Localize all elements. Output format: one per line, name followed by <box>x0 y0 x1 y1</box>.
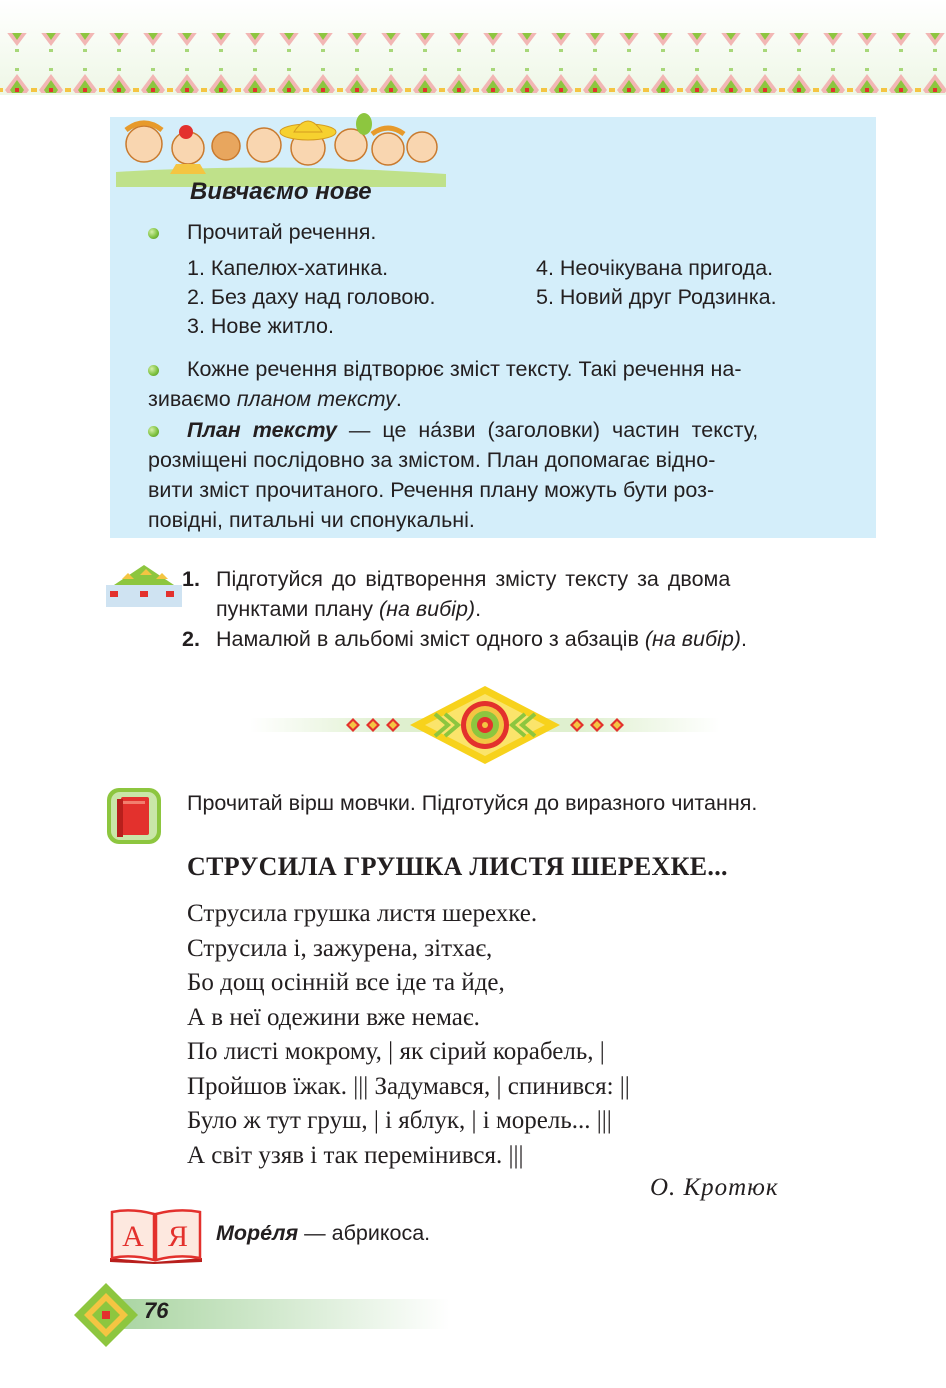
bullet-icon <box>148 426 159 437</box>
task-text: Підготуйся до відтворення змісту тексту за двома <box>216 567 731 591</box>
poem-line: Струсила грушка листя шерехке. <box>187 900 538 927</box>
task-text: пунктами плану (на вибір). <box>216 597 482 621</box>
plan-item: 4. Неочікувана пригода. <box>536 256 774 280</box>
dictionary-entry <box>216 1218 430 1248</box>
page-number-bar <box>70 1275 450 1355</box>
poem-body <box>187 897 630 1173</box>
paragraph-line: Кожне речення відтворює зміст тексту. Такі речення на- <box>187 357 742 381</box>
dictionary-term: Море́ля <box>216 1221 299 1245</box>
dictionary-definition: — абрикоса. <box>298 1221 431 1245</box>
house-icon <box>106 563 182 609</box>
page-number: 76 <box>144 1298 169 1323</box>
term-bold: План тексту <box>187 418 337 442</box>
poem-line: Бо дощ осінній все іде та йде, <box>187 969 505 996</box>
embroidery-ornament-top <box>0 0 946 95</box>
poem-line: Пройшов їжак. ||| Задумався, | спинився: || <box>187 1072 630 1100</box>
poem-line: По листі мокрому, | як сірий корабель, | <box>187 1038 605 1065</box>
folk-ornament-divider <box>250 684 720 766</box>
dictionary-icon <box>106 1206 206 1264</box>
task-number: 2. <box>182 627 200 651</box>
plan-item: 5. Новий друг Родзинка. <box>536 285 777 309</box>
reading-task-text: Прочитай вірш мовчки. Підготуйся до виразного читання. <box>187 791 758 815</box>
plan-item: 1. Капелюх-хатинка. <box>187 256 389 280</box>
task-text: Намалюй в альбомі зміст одного з абзаців (на вибір). <box>216 627 747 651</box>
letter-a: А <box>122 1220 144 1253</box>
poem-author: О. Кротюк <box>650 1174 779 1201</box>
poem-line: А в неї одежини вже немає. <box>187 1003 480 1031</box>
poem-line: Струсила і, зажурена, зітхає, <box>187 934 493 962</box>
section-title: Вивчаємо нове <box>190 178 372 205</box>
book-icon <box>106 787 162 845</box>
children-illustration <box>116 112 446 187</box>
paragraph-line: вити зміст прочитаного. Речення плану можуть бути роз- <box>148 478 715 502</box>
letter-ya: Я <box>167 1220 189 1253</box>
poem-title: СТРУСИЛА ГРУШКА ЛИСТЯ ШЕРЕХКЕ... <box>187 852 728 881</box>
poem-line: Було ж тут груш, | і яблук, | і морель... ||| <box>187 1107 612 1134</box>
plan-item: 3. Нове житло. <box>187 314 334 338</box>
paragraph-line: розміщені послідовно за змістом. План допомагає відно- <box>148 448 716 472</box>
paragraph-line: повідні, питальні чи спонукальні. <box>148 508 475 532</box>
task-number: 1. <box>182 567 200 591</box>
paragraph-line: зиваємо планом тексту. <box>148 387 402 411</box>
plan-item: 2. Без даху над головою. <box>187 285 436 309</box>
paragraph-line: План тексту — це на́зви (заголовки) частин тексту, <box>187 418 759 442</box>
bullet-icon <box>148 365 159 376</box>
bullet-icon <box>148 228 159 239</box>
instruction-text: Прочитай речення. <box>187 220 377 244</box>
term-italic: планом тексту <box>236 387 396 411</box>
poem-line: А світ узяв і так перемінився. ||| <box>187 1141 524 1169</box>
